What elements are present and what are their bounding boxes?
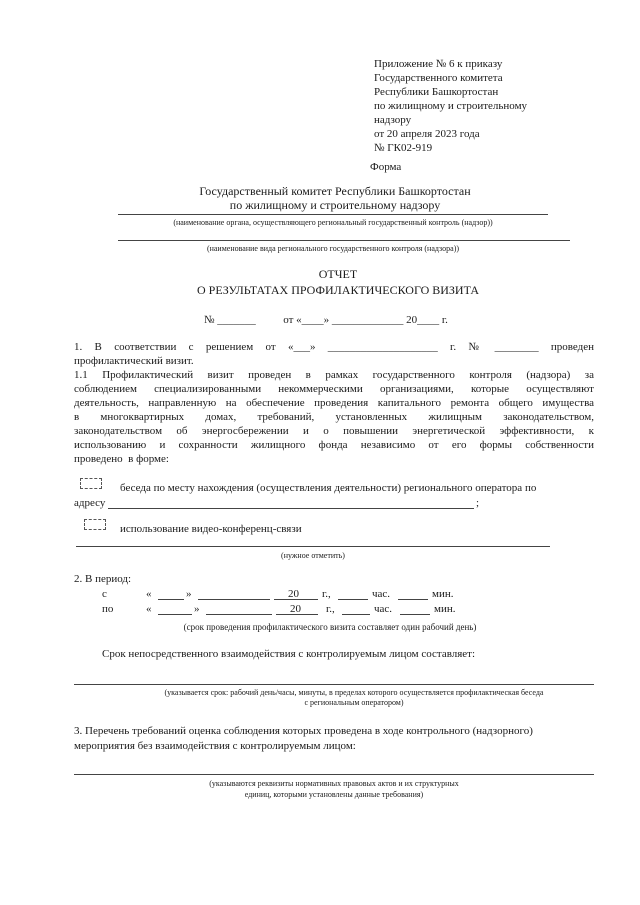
section3-line1: 3. Перечень требований оценка соблюдения которых проведена в ходе контрольного (надзорного) — [74, 725, 533, 737]
appendix-line: надзору — [374, 114, 412, 126]
section3-caption-line2: единиц, которыми установлены данные требования) — [244, 790, 424, 799]
period-from-year-suffix-line — [302, 599, 318, 600]
section1-line: в многоквартирных домах, требований, установленных жилищным законодательством, — [74, 411, 594, 423]
section1-line: 1.1 Профилактический визит проведен в рамках государственного контроля (надзора) за — [74, 369, 594, 381]
report-number-line: № _______ от «____» _____________ 20____ г. — [204, 314, 448, 326]
organization-name-line1: Государственный комитет Республики Башкортостан — [199, 184, 471, 198]
period-to-hours: час. — [374, 603, 393, 615]
section1-line: проведено в форме: — [74, 453, 169, 465]
options-underline — [76, 546, 550, 547]
period-from-minutes-line — [398, 599, 428, 600]
period-from-quote-close: » — [186, 588, 192, 600]
period-to-quote-open: « — [146, 603, 152, 615]
duration-text: Срок непосредственного взаимодействия с контролируемым лицом составляет: — [102, 648, 476, 660]
form-label: Форма — [370, 161, 402, 173]
appendix-line: Республики Башкортостан — [374, 86, 499, 98]
control-type-underline — [118, 240, 570, 241]
organization-underline — [118, 214, 548, 215]
period-to-year-suffix: г., — [326, 603, 335, 615]
control-type-caption: (наименование вида регионального государственного контроля (надзора)) — [206, 244, 460, 253]
period-to-month — [206, 614, 272, 615]
period-to-hours-line — [342, 614, 370, 615]
period-to-year-prefix: 20 — [290, 603, 301, 615]
period-from-label: с — [102, 588, 107, 600]
address-underline — [108, 508, 474, 509]
option-video-label: использование видео-конференц-связи — [120, 523, 302, 535]
period-to-quote-close: » — [194, 603, 200, 615]
duration-underline — [74, 684, 594, 685]
appendix-line: Приложение № 6 к приказу — [374, 58, 503, 70]
period-to-day — [158, 614, 192, 615]
section3-underline — [74, 774, 594, 775]
section1-line: 1. В соответствии с решением от «___» ____________________ г. № ________ проведен — [74, 341, 594, 353]
period-to-minutes: мин. — [434, 603, 456, 615]
section1-line: профилактический визит. — [74, 355, 194, 367]
section3-line2: мероприятия без взаимодействия с контролируемым лицом: — [74, 740, 356, 752]
period-from-year — [274, 599, 302, 600]
period-from-quote-open: « — [146, 588, 152, 600]
checkbox-video[interactable] — [84, 519, 106, 530]
organization-name-line2: по жилищному и строительному надзору — [229, 198, 441, 212]
address-label: адресу — [74, 497, 106, 509]
appendix-block — [374, 57, 527, 155]
section1-line: соблюдением специализированными некоммерческими организациями, которые осуществляют — [74, 383, 594, 395]
period-from-minutes: мин. — [432, 588, 454, 600]
report-subtitle: О РЕЗУЛЬТАТАХ ПРОФИЛАКТИЧЕСКОГО ВИЗИТА — [196, 283, 479, 297]
period-from-hours: час. — [372, 588, 391, 600]
period-from-month — [198, 599, 270, 600]
appendix-line: № ГК02-919 — [374, 142, 433, 154]
period-heading: 2. В период: — [74, 573, 132, 585]
duration-caption-line1: (указывается срок: рабочий день/часы, минуты, в пределах которого осуществляется профилактическая беседа — [164, 688, 544, 697]
option-meeting-label: беседа по месту нахождения (осуществления деятельности) регионального оператора по — [120, 482, 537, 494]
appendix-line: от 20 апреля 2023 года — [374, 128, 480, 140]
appendix-line: по жилищному и строительному — [374, 100, 528, 112]
section1-line: использованию и сохранности жилищного фонда независимо от его формы собственности — [74, 439, 594, 451]
period-from-day — [158, 599, 184, 600]
period-from-year-suffix: г., — [322, 588, 331, 600]
period-to-label: по — [102, 603, 114, 615]
organization-caption: (наименование органа, осуществляющего региональный государственный контроль (надзор)) — [173, 218, 493, 227]
period-from-hours-line — [338, 599, 368, 600]
section1-paragraph — [74, 340, 594, 466]
period-from-year-prefix: 20 — [288, 588, 299, 600]
appendix-line: Государственного комитета — [374, 72, 503, 84]
report-title: ОТЧЕТ — [318, 267, 358, 281]
duration-caption-line2: с региональным оператором) — [304, 698, 404, 707]
checkbox-meeting[interactable] — [80, 478, 102, 489]
period-caption: (срок проведения профилактического визита составляет один рабочий день) — [183, 622, 477, 632]
options-caption: (нужное отметить) — [281, 551, 345, 560]
section3-caption-line1: (указываются реквизиты нормативных правовых актов и их структурных — [209, 779, 459, 788]
section1-line: деятельность, направленную на обеспечение проведения капитального ремонта общего имущества — [74, 397, 594, 409]
section1-line: законодательством об энергосбережении и о повышении энергетической эффективности, к — [74, 425, 594, 437]
period-to-minutes-line — [400, 614, 430, 615]
address-semicolon: ; — [476, 497, 480, 509]
period-to-year — [276, 614, 318, 615]
appendix-lines — [374, 57, 527, 155]
